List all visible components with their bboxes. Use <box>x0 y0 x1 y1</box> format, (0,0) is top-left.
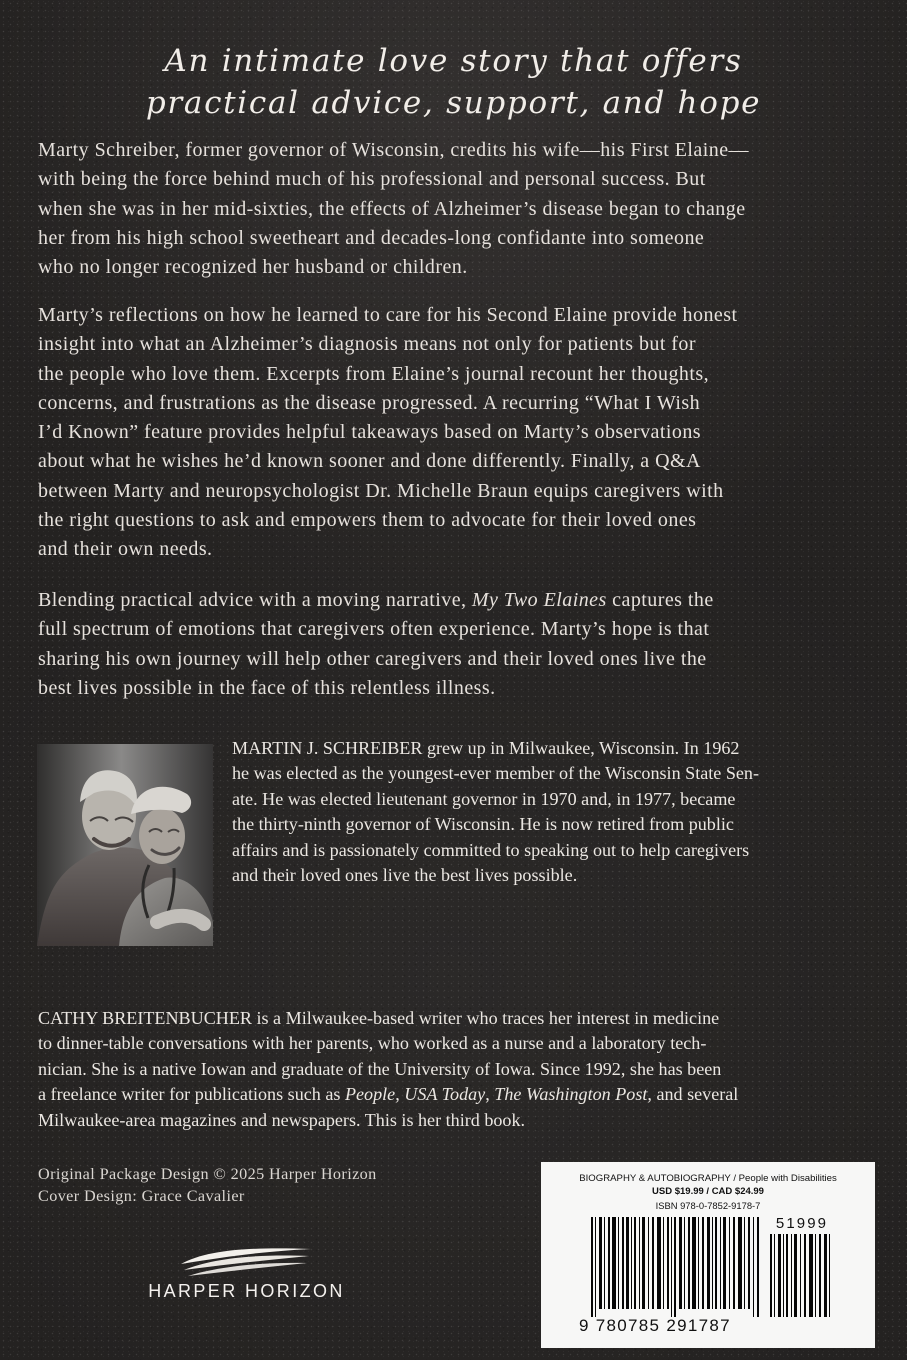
description-line: her from his high school sweetheart and decades-long confidante into someone <box>38 226 705 249</box>
description-line: Marty Schreiber, former governor of Wisconsin, credits his wife—his First Elaine— <box>38 139 749 161</box>
package-design-credit: Original Package Design © 2025 Harper Horizon <box>38 1165 377 1183</box>
coauthor-bio-line <box>38 1082 880 1107</box>
description-line: about what he wishes he’d known sooner and done differently. Finally, a Q&A <box>38 450 701 473</box>
publisher-name: HARPER HORIZON <box>148 1281 345 1301</box>
description-line: Marty’s reflections on how he learned to care for his Second Elaine provide honest <box>38 304 738 326</box>
coauthor-bio-line: Milwaukee-area magazines and newspapers. This is her third book. <box>38 1109 526 1130</box>
description-paragraph-2 <box>38 301 870 565</box>
description-line: when she was in her mid-sixties, the effects of Alzheimer’s disease began to change <box>38 197 746 220</box>
book-category: BIOGRAPHY & AUTOBIOGRAPHY / People with Disabilities <box>579 1173 837 1184</box>
swoosh-icon <box>179 1244 314 1282</box>
book-price: USD $19.99 / CAD $24.99 <box>652 1186 764 1197</box>
description-line: full spectrum of emotions that caregivers often experience. Marty’s hope is that <box>38 618 710 641</box>
coauthor-bio-line: CATHY BREITENBUCHER is a Milwaukee-based writer who traces her interest in medicine <box>38 1008 720 1028</box>
description-line: who no longer recognized her husband or children. <box>38 256 468 279</box>
description-line: sharing his own journey will help other caregivers and their loved ones live the <box>38 647 707 670</box>
barcode-icon <box>591 1217 762 1317</box>
isbn-text: ISBN 978-0-7852-9178-7 <box>655 1200 761 1211</box>
description-line <box>38 586 870 615</box>
author-bio-line: affairs and is passionately committed to speaking out to help caregivers <box>232 839 750 860</box>
barcode-number: 9 780785 291787 <box>579 1316 731 1335</box>
coauthor-bio-text: , and several <box>647 1084 739 1105</box>
author-bio-line: he was elected as the youngest-ever member of the Wisconsin State Sen- <box>232 763 760 784</box>
description-text: Blending practical advice with a moving narrative, <box>38 589 472 611</box>
description-line: and their own needs. <box>38 538 213 561</box>
description-line: between Marty and neuropsychologist Dr. Michelle Braun equips caregivers with <box>38 479 724 502</box>
author-bio <box>232 736 878 888</box>
description-paragraph-1 <box>38 136 870 282</box>
author-photo-icon <box>37 744 213 946</box>
description-text: captures the <box>606 589 714 611</box>
book-title: My Two Elaines <box>471 589 607 611</box>
headline-line: An intimate love story that offers <box>164 43 743 79</box>
description-line: the right questions to ask and empowers them to advocate for their loved ones <box>38 509 697 532</box>
barcode-addon-icon <box>770 1234 832 1317</box>
description-line: I’d Known” feature provides helpful takeaways based on Marty’s observations <box>38 421 702 444</box>
publication-separator: , <box>395 1084 405 1105</box>
description-line: concerns, and frustrations as the disease progressed. A recurring “What I Wish <box>38 391 701 414</box>
author-photo <box>37 744 213 946</box>
coauthor-bio-text: a freelance writer for publications such as <box>38 1084 345 1105</box>
coauthor-bio-line: to dinner-table conversations with her parents, who worked as a nurse and a laboratory tech- <box>38 1033 707 1054</box>
author-bio-line: MARTIN J. SCHREIBER grew up in Milwaukee, Wisconsin. In 1962 <box>232 738 740 758</box>
description-line: insight into what an Alzheimer’s diagnosis means not only for patients but for <box>38 333 696 356</box>
barcode-panel <box>541 1162 875 1348</box>
coauthor-bio-line: nician. She is a native Iowan and graduate of the University of Iowa. Since 1992, she has been <box>38 1058 722 1079</box>
author-bio-line: the thirty-ninth governor of Wisconsin. He is now retired from public <box>232 814 734 835</box>
description-line: with being the force behind much of his professional and personal success. But <box>38 168 706 191</box>
publication-washington-post: The Washington Post <box>494 1084 648 1105</box>
addon-number: 51999 <box>775 1215 829 1232</box>
publication-separator: , <box>485 1084 495 1105</box>
publisher-logo <box>104 1244 389 1308</box>
publication-people: People <box>344 1084 396 1105</box>
headline-line: practical advice, support, and hope <box>145 85 762 121</box>
description-line: the people who love them. Excerpts from Elaine’s journal recount her thoughts, <box>38 362 710 385</box>
description-paragraph-3 <box>38 586 870 703</box>
author-bio-line: ate. He was elected lieutenant governor in 1970 and, in 1977, became <box>232 788 736 809</box>
publication-usa-today: USA Today <box>404 1084 486 1105</box>
headline <box>0 40 907 124</box>
credits <box>38 1164 377 1207</box>
description-line: best lives possible in the face of this relentless illness. <box>38 676 496 699</box>
coauthor-bio <box>38 1006 880 1133</box>
cover-design-credit: Cover Design: Grace Cavalier <box>38 1186 245 1205</box>
author-bio-line: and their loved ones live the best lives possible. <box>232 865 578 886</box>
